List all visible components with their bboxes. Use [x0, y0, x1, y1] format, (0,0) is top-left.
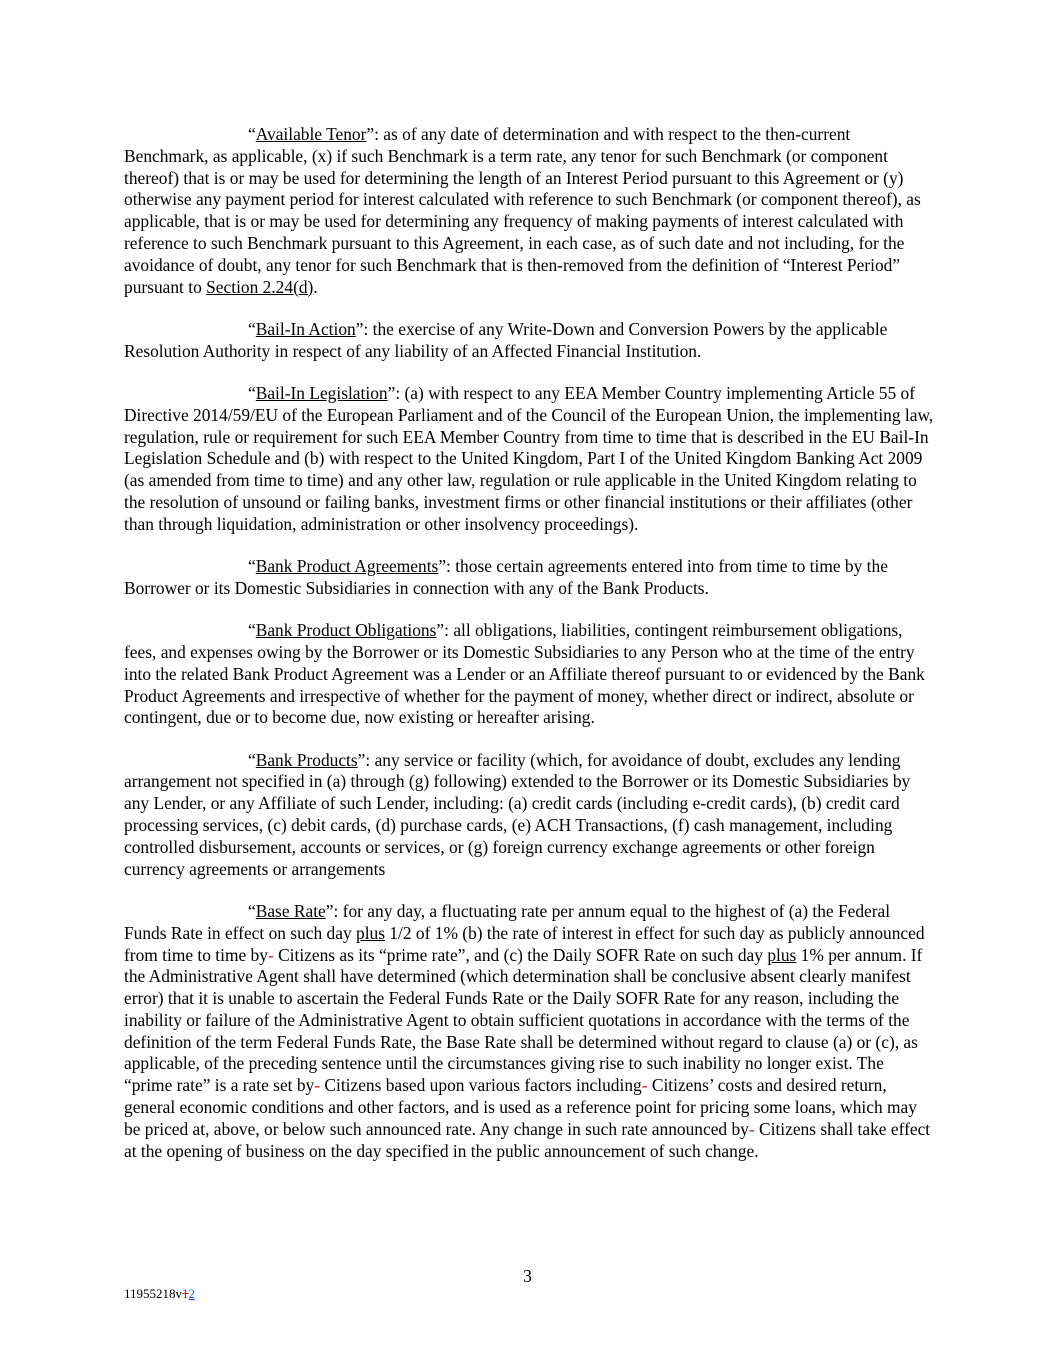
defined-term: Bank Product Obligations: [255, 620, 437, 641]
open-quote: “: [248, 620, 256, 641]
definition-paragraph: [124, 124, 936, 298]
definition-paragraph: [124, 383, 936, 536]
open-quote: “: [248, 900, 256, 921]
emphasis-plus: plus: [767, 944, 797, 965]
definition-text: Citizens as its “prime rate”, and (c) the Daily SOFR Rate on such day: [273, 944, 768, 965]
definition-text: .: [313, 276, 318, 297]
definition-paragraph: [124, 620, 936, 729]
defined-term: Available Tenor: [255, 124, 367, 144]
definition-text: : all obligations, liabilities, contingent reimbursement obligations, fees, and expenses owing by the Borrower or its Domestic Subsidiaries to any Person who at the time of the entry into the related Bank Product Agreement was a Lender or an Affiliate thereof pursuant to or evidenced by the Bank Product Agreements and irrespective of whether for the payment of money, whether direct or indirect, absolute or contingent, due or to become due, now existing or hereafter arising.: [124, 620, 925, 728]
open-quote: “: [248, 124, 256, 144]
open-quote: “: [248, 556, 256, 577]
doc-id-inserted-version: 2: [188, 1286, 196, 1301]
close-quote: ”: [438, 556, 447, 577]
definition-text: 1% per annum. If the Administrative Agent shall have determined (which determination shall be conclusive absent clearly manifest error) that it is unable to ascertain the Federal Funds Rate or the Daily SOFR Rate for any reason, including the inability or failure of the Administrative Agent to obtain sufficient quotations in accordance with the terms of the definition of the term Federal Funds Rate, the Base Rate shall be determined without regard to clause (a) or (c), as applicable, of the preceding sentence until the circumstances giving rise to such inability no longer exist. The “prime rate” is a rate set by: [124, 944, 923, 1096]
close-quote: ”: [325, 900, 334, 921]
close-quote: ”: [387, 382, 396, 403]
deletion-mark: -: [267, 944, 274, 965]
defined-term: Bail-In Legislation: [255, 382, 388, 403]
definition-text: : (a) with respect to any EEA Member Country implementing Article 55 of Directive 2014/59/EU of the European Parliament and of the Council of the European Union, the implementing law, regulation, rule or requirement for such EEA Member Country from time to time that is described in the EU Bail-In Legislation Schedule and (b) with respect to the United Kingdom, Part I of the United Kingdom Banking Act 2009 (as amended from time to time) and any other law, regulation or rule applicable in the United Kingdom relating to the resolution of unsound or failing banks, investment firms or other financial institutions or their affiliates (other than through liquidation, administration or other insolvency proceedings).: [124, 382, 934, 534]
open-quote: “: [248, 382, 256, 403]
definition-paragraph: [124, 901, 936, 1163]
open-quote: “: [248, 318, 256, 339]
close-quote: ”: [366, 124, 375, 144]
definition-text: : those certain agreements entered into from time to time by the Borrower or its Domestic Subsidiaries in connection with any of the Bank Products.: [124, 556, 888, 598]
definition-text: : for any day, a fluctuating rate per annum equal to the highest of (a) the Federal Funds Rate in effect on such day: [124, 900, 891, 943]
definition-paragraph: [124, 750, 936, 881]
definition-text: Citizens shall take effect at the opening of business on the day specified in the public announcement of such change.: [124, 1118, 931, 1161]
doc-id-deleted-version: 1: [182, 1286, 189, 1301]
close-quote: ”: [357, 749, 366, 770]
definition-paragraph: [124, 556, 936, 600]
defined-term: Base Rate: [255, 900, 326, 921]
defined-term: Bank Products: [255, 749, 358, 770]
document-body: [124, 124, 936, 1183]
definition-text: Citizens’ costs and desired return, general economic conditions and other factors, and is used as a reference point for pricing some loans, which may be priced at, above, or below such announced rate. Any change in such rate announced by: [124, 1075, 917, 1139]
close-quote: ”: [355, 318, 364, 339]
definition-text: : the exercise of any Write-Down and Conversion Powers by the applicable Resolution Authority in respect of any liability of an Affected Financial Institution.: [124, 318, 888, 361]
close-quote: ”: [436, 620, 445, 641]
page-number: 3: [523, 1266, 532, 1286]
section-reference: Section 2.24(d): [206, 276, 314, 297]
open-quote: “: [248, 749, 256, 770]
definition-text: : as of any date of determination and with respect to the then-current Benchmark, as applicable, (x) if such Benchmark is a term rate, any tenor for such Benchmark (or component thereof) that is or may be used for determining the length of an Interest Period pursuant to this Agreement or (y) otherwise any payment period for interest calculated with reference to such Benchmark (or component thereof), as applicable, that is or may be used for determining any frequency of making payments of interest calculated with reference to such Benchmark pursuant to this Agreement, in each case, as of such date and not including, for the avoidance of doubt, any tenor for such Benchmark that is then-removed from the definition of “Interest Period” pursuant to: [124, 124, 921, 297]
definition-text: 1/2 of 1% (b) the rate of interest in effect for such day as publicly announced from time to time by: [124, 922, 925, 965]
defined-term: Bail-In Action: [255, 318, 356, 339]
definition-text: Citizens based upon various factors including: [320, 1075, 642, 1096]
definition-text: : any service or facility (which, for avoidance of doubt, excludes any lending arrangement not specified in (a) through (g) following) extended to the Borrower or its Domestic Subsidiaries by any Lender, or any Affiliate of such Lender, including: (a) credit cards (including e-credit cards), (b) credit card processing services, (c) debit cards, (d) purchase cards, (e) ACH Transactions, (f) cash management, including controlled disbursement, accounts or services, or (g) foreign currency exchange agreements or other foreign currency agreements or arrangements: [124, 749, 911, 879]
deletion-mark: -: [314, 1075, 321, 1096]
definition-paragraph: [124, 319, 936, 363]
document-id: [124, 1286, 195, 1302]
emphasis-plus: plus: [356, 922, 385, 943]
defined-term: Bank Product Agreements: [255, 556, 439, 577]
doc-id-prefix: 11955218v: [124, 1286, 183, 1301]
deletion-mark: -: [748, 1118, 755, 1139]
deletion-mark: -: [641, 1075, 648, 1096]
